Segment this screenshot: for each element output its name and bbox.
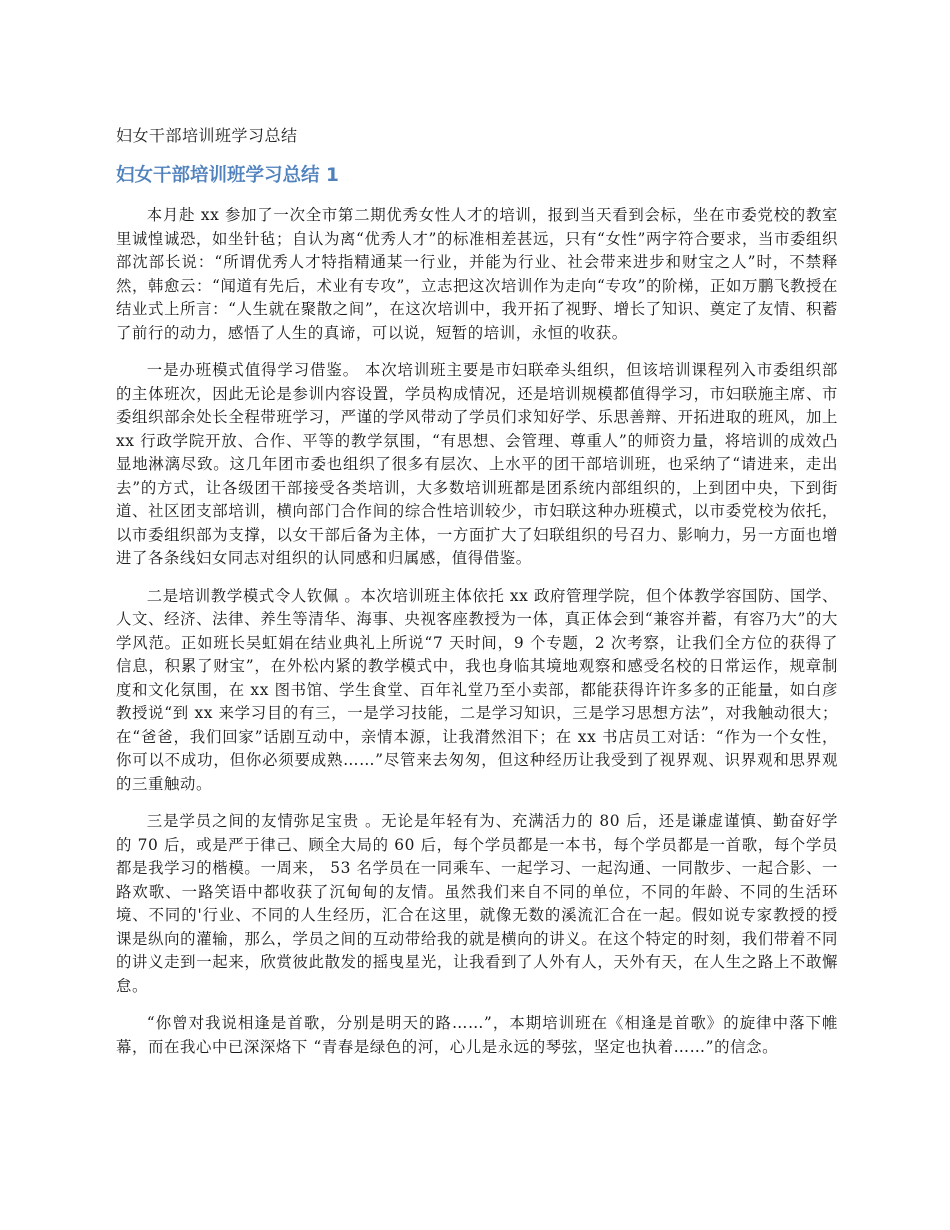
paragraph-point-two: 二是培训教学模式令人钦佩 。本次培训班主体依托 xx 政府管理学院，但个体教学容国防、国学、人文、经济、法律、养生等清华、海事、央视客座教授为一体，真正体会到“兼容并蓄，有容乃大”的大学风范。正如班长吴虹娟在结业典礼上所说“7 天时间，9 个专题，2 次考察，让我们全方位的获得了信息，积累了财宝”，在外松内紧的教学模式中，我也身临其境地观察和感受名校的日常运作，规章制度和文化氛围，在 xx 图书馆、学生食堂、百年礼堂乃至小卖部，都能获得许许多多的正能量，如白彦教授说“到 xx 来学习目的有三，一是学习技能，二是学习知识，三是学习思想方法”，对我触动很大；在“爸爸，我们回家”话剧互动中，亲情本源，让我潸然泪下；在 xx 书店员工对话：“作为一个女性，你可以不成功，但你必须要成熟……”尽管来去匆匆，但这种经历让我受到了视界观、识界观和思界观的三重触动。	[116, 586, 838, 793]
paragraph-point-three: 三是学员之间的友情弥足宝贵 。无论是年轻有为、充满活力的 80 后，还是谦虚谨慎、勤奋好学的 70 后，或是严于律己、顾全大局的 60 后，每个学员都是一本书，每个学员都是一首歌，每个学员都是我学习的楷模。一周来， 53 名学员在一同乘车、一起学习、一起沟通、一同散步、一起合影、一路欢歌、一路笑语中都收获了沉甸甸的友情。虽然我们来自不同的单位，不同的年龄、不同的生活环境、不同的'行业、不同的人生经历，汇合在这里，就像无数的溪流汇合在一起。假如说专家教授的授课是纵向的灌输，那么，学员之间的互动带给我的就是横向的讲义。在这个特定的时刻，我们带着不同的讲义走到一起来，欣赏彼此散发的摇曳星光，让我看到了人外有人，天外有天，在人生之路上不敢懈怠。	[116, 812, 838, 995]
paragraph-point-one: 一是办班模式值得学习借鉴。 本次培训班主要是市妇联牵头组织，但该培训课程列入市委组织部的主体班次，因此无论是参训内容设置，学员构成情况，还是培训规模都值得学习，市妇联施主席、市委组织部余处长全程带班学习，严谨的学风带动了学员们求知好学、乐思善辩、开拓进取的班风，加上 xx 行政学院开放、合作、平等的教学氛围，“有思想、会管理、尊重人”的师资力量，将培训的成效凸显地淋漓尽致。这几年团市委也组织了很多有层次、上水平的团干部培训班，也采纳了“请进来，走出去”的方式，让各级团干部接受各类培训，大多数培训班都是团系统内部组织的，上到团中央，下到街道、社区团支部培训，横向部门合作间的综合性培训较少，市妇联这种办班模式，以市委党校为依托，以市委组织部为支撑，以女干部后备为主体，一方面扩大了妇联组织的号召力、影响力，另一方面也增进了各条线妇女同志对组织的认同感和归属感，值得借鉴。	[116, 361, 838, 567]
section-heading: 妇女干部培训班学习总结 1	[116, 165, 339, 186]
paragraph-closing: “你曾对我说相逢是首歌，分别是明天的路……”，本期培训班在《相逢是首歌》的旋律中落下帷幕，而在我心中已深深烙下 “青春是绿色的河，心儿是永远的琴弦，坚定也执着……”的信念。	[116, 1014, 838, 1056]
document-title: 妇女干部培训班学习总结	[116, 126, 298, 145]
paragraph-intro: 本月赴 xx 参加了一次全市第二期优秀女性人才的培训，报到当天看到会标，坐在市委党校的教室里诚惶诚恐，如坐针毡；自认为离“优秀人才”的标准相差甚远，只有“女性”两字符合要求，当市委组织部沈部长说：“所谓优秀人才特指精通某一行业，并能为行业、社会带来进步和财宝之人”时，不禁释然，韩愈云：“闻道有先后，术业有专攻”，立志把这次培训作为走向“专攻”的阶梯，正如万鹏飞教授在结业式上所言：“人生就在聚散之间”，在这次培训中，我开拓了视野、增长了知识、奠定了友情、积蓄了前行的动力，感悟了人生的真谛，可以说，短暂的培训，永恒的收获。	[116, 206, 838, 342]
document-body	[116, 204, 838, 1073]
